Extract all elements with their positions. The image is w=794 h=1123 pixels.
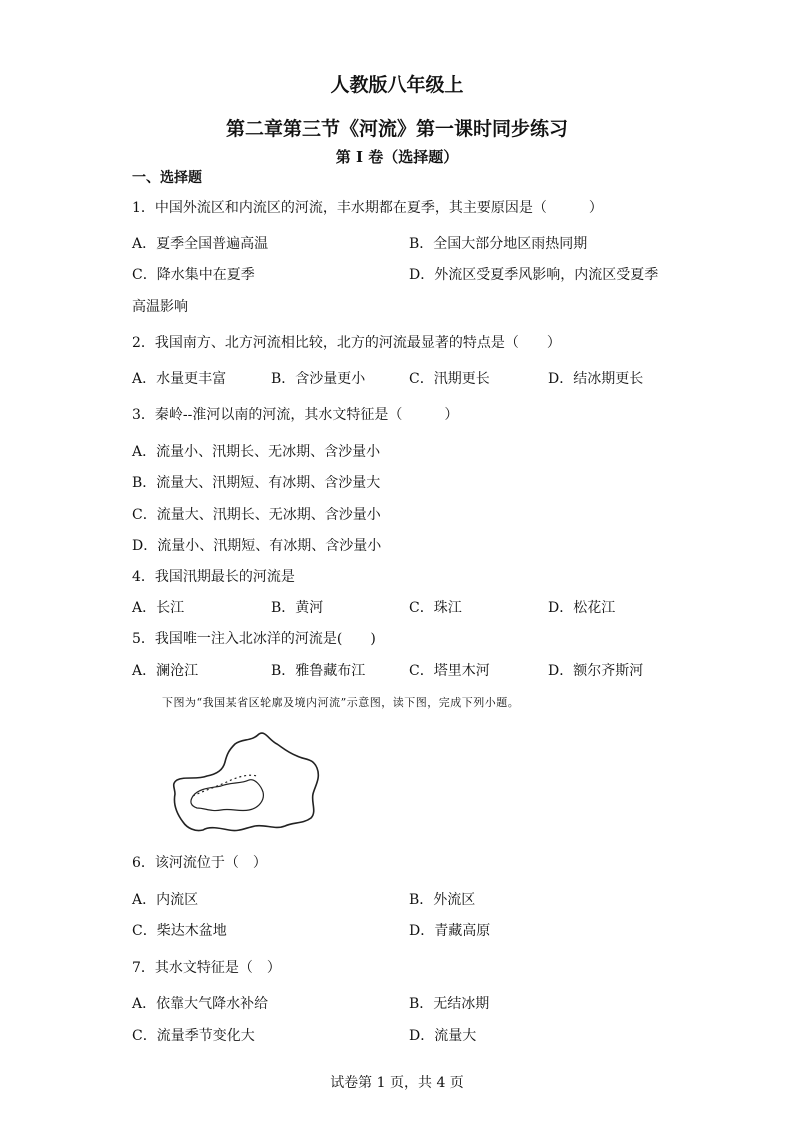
question-1-option-a: A．夏季全国普遍高温	[132, 236, 269, 252]
province-outline-map	[165, 728, 325, 834]
question-1-stem: 1．中国外流区和内流区的河流，丰水期都在夏季，其主要原因是（ ）	[132, 200, 603, 216]
question-6-option-d: D．青藏高原	[409, 923, 491, 939]
question-3-option-b: B．流量大、汛期短、有冰期、含沙量大	[132, 475, 381, 491]
question-7-option-a: A．依靠大气降水补给	[132, 996, 269, 1012]
question-5-option-b: B．雅鲁藏布江	[271, 663, 366, 679]
question-1-option-c: C．降水集中在夏季	[132, 267, 255, 283]
question-6-option-a: A．内流区	[132, 892, 199, 908]
question-7-option-d: D．流量大	[409, 1028, 477, 1044]
question-5-option-a: A．澜沧江	[132, 663, 199, 679]
page-number-footer: 试卷第 1 页，共 4 页	[330, 1075, 464, 1091]
question-3-option-a: A．流量小、汛期长、无冰期、含沙量小	[132, 444, 381, 460]
section-heading: 一、选择题	[132, 170, 202, 186]
question-6-stem: 6．该河流位于（ ）	[132, 855, 267, 871]
question-3-option-c: C．流量大、汛期长、无冰期、含沙量小	[132, 507, 381, 523]
question-1-option-b: B．全国大部分地区雨热同期	[409, 236, 588, 252]
inner-basin-outline	[191, 780, 263, 811]
question-4-option-b: B．黄河	[271, 600, 324, 616]
question-4-option-d: D．松花江	[548, 600, 616, 616]
question-2-stem: 2．我国南方、北方河流相比较，北方的河流最显著的特点是（ ）	[132, 335, 561, 351]
question-6-option-c: C．柴达木盆地	[132, 923, 227, 939]
question-2-option-d: D．结冰期更长	[548, 371, 644, 387]
question-2-option-a: A．水量更丰富	[132, 371, 227, 387]
question-7-option-c: C．流量季节变化大	[132, 1028, 255, 1044]
document-subtitle: 第二章第三节《河流》第一课时同步练习	[225, 118, 568, 140]
question-4-stem: 4．我国汛期最长的河流是	[132, 569, 295, 585]
question-5-option-c: C．塔里木河	[409, 663, 490, 679]
river-line	[193, 775, 257, 796]
question-3-option-d: D．流量小、汛期短、有冰期、含沙量小	[132, 538, 382, 554]
question-5-option-d: D．额尔齐斯河	[548, 663, 644, 679]
question-2-option-b: B．含沙量更小	[271, 371, 366, 387]
part-label: 第 I 卷（选择题）	[335, 148, 459, 166]
figure-caption: 下图为“我国某省区轮廓及境内河流”示意图，读下图，完成下列小题。	[162, 696, 520, 709]
question-7-stem: 7．其水文特征是（ ）	[132, 960, 281, 976]
document-title: 人教版八年级上	[330, 74, 464, 96]
question-3-stem: 3．秦岭--淮河以南的河流，其水文特征是（ ）	[132, 407, 459, 423]
question-5-stem: 5．我国唯一注入北冰洋的河流是( )	[132, 631, 376, 647]
province-boundary	[174, 733, 319, 830]
question-1-option-d-continued: 高温影响	[132, 299, 188, 315]
question-1-option-d: D．外流区受夏季风影响，内流区受夏季	[409, 267, 659, 283]
question-6-option-b: B．外流区	[409, 892, 476, 908]
question-4-option-a: A．长江	[132, 600, 185, 616]
question-7-option-b: B．无结冰期	[409, 996, 490, 1012]
question-2-option-c: C．汛期更长	[409, 371, 490, 387]
question-4-option-c: C．珠江	[409, 600, 462, 616]
